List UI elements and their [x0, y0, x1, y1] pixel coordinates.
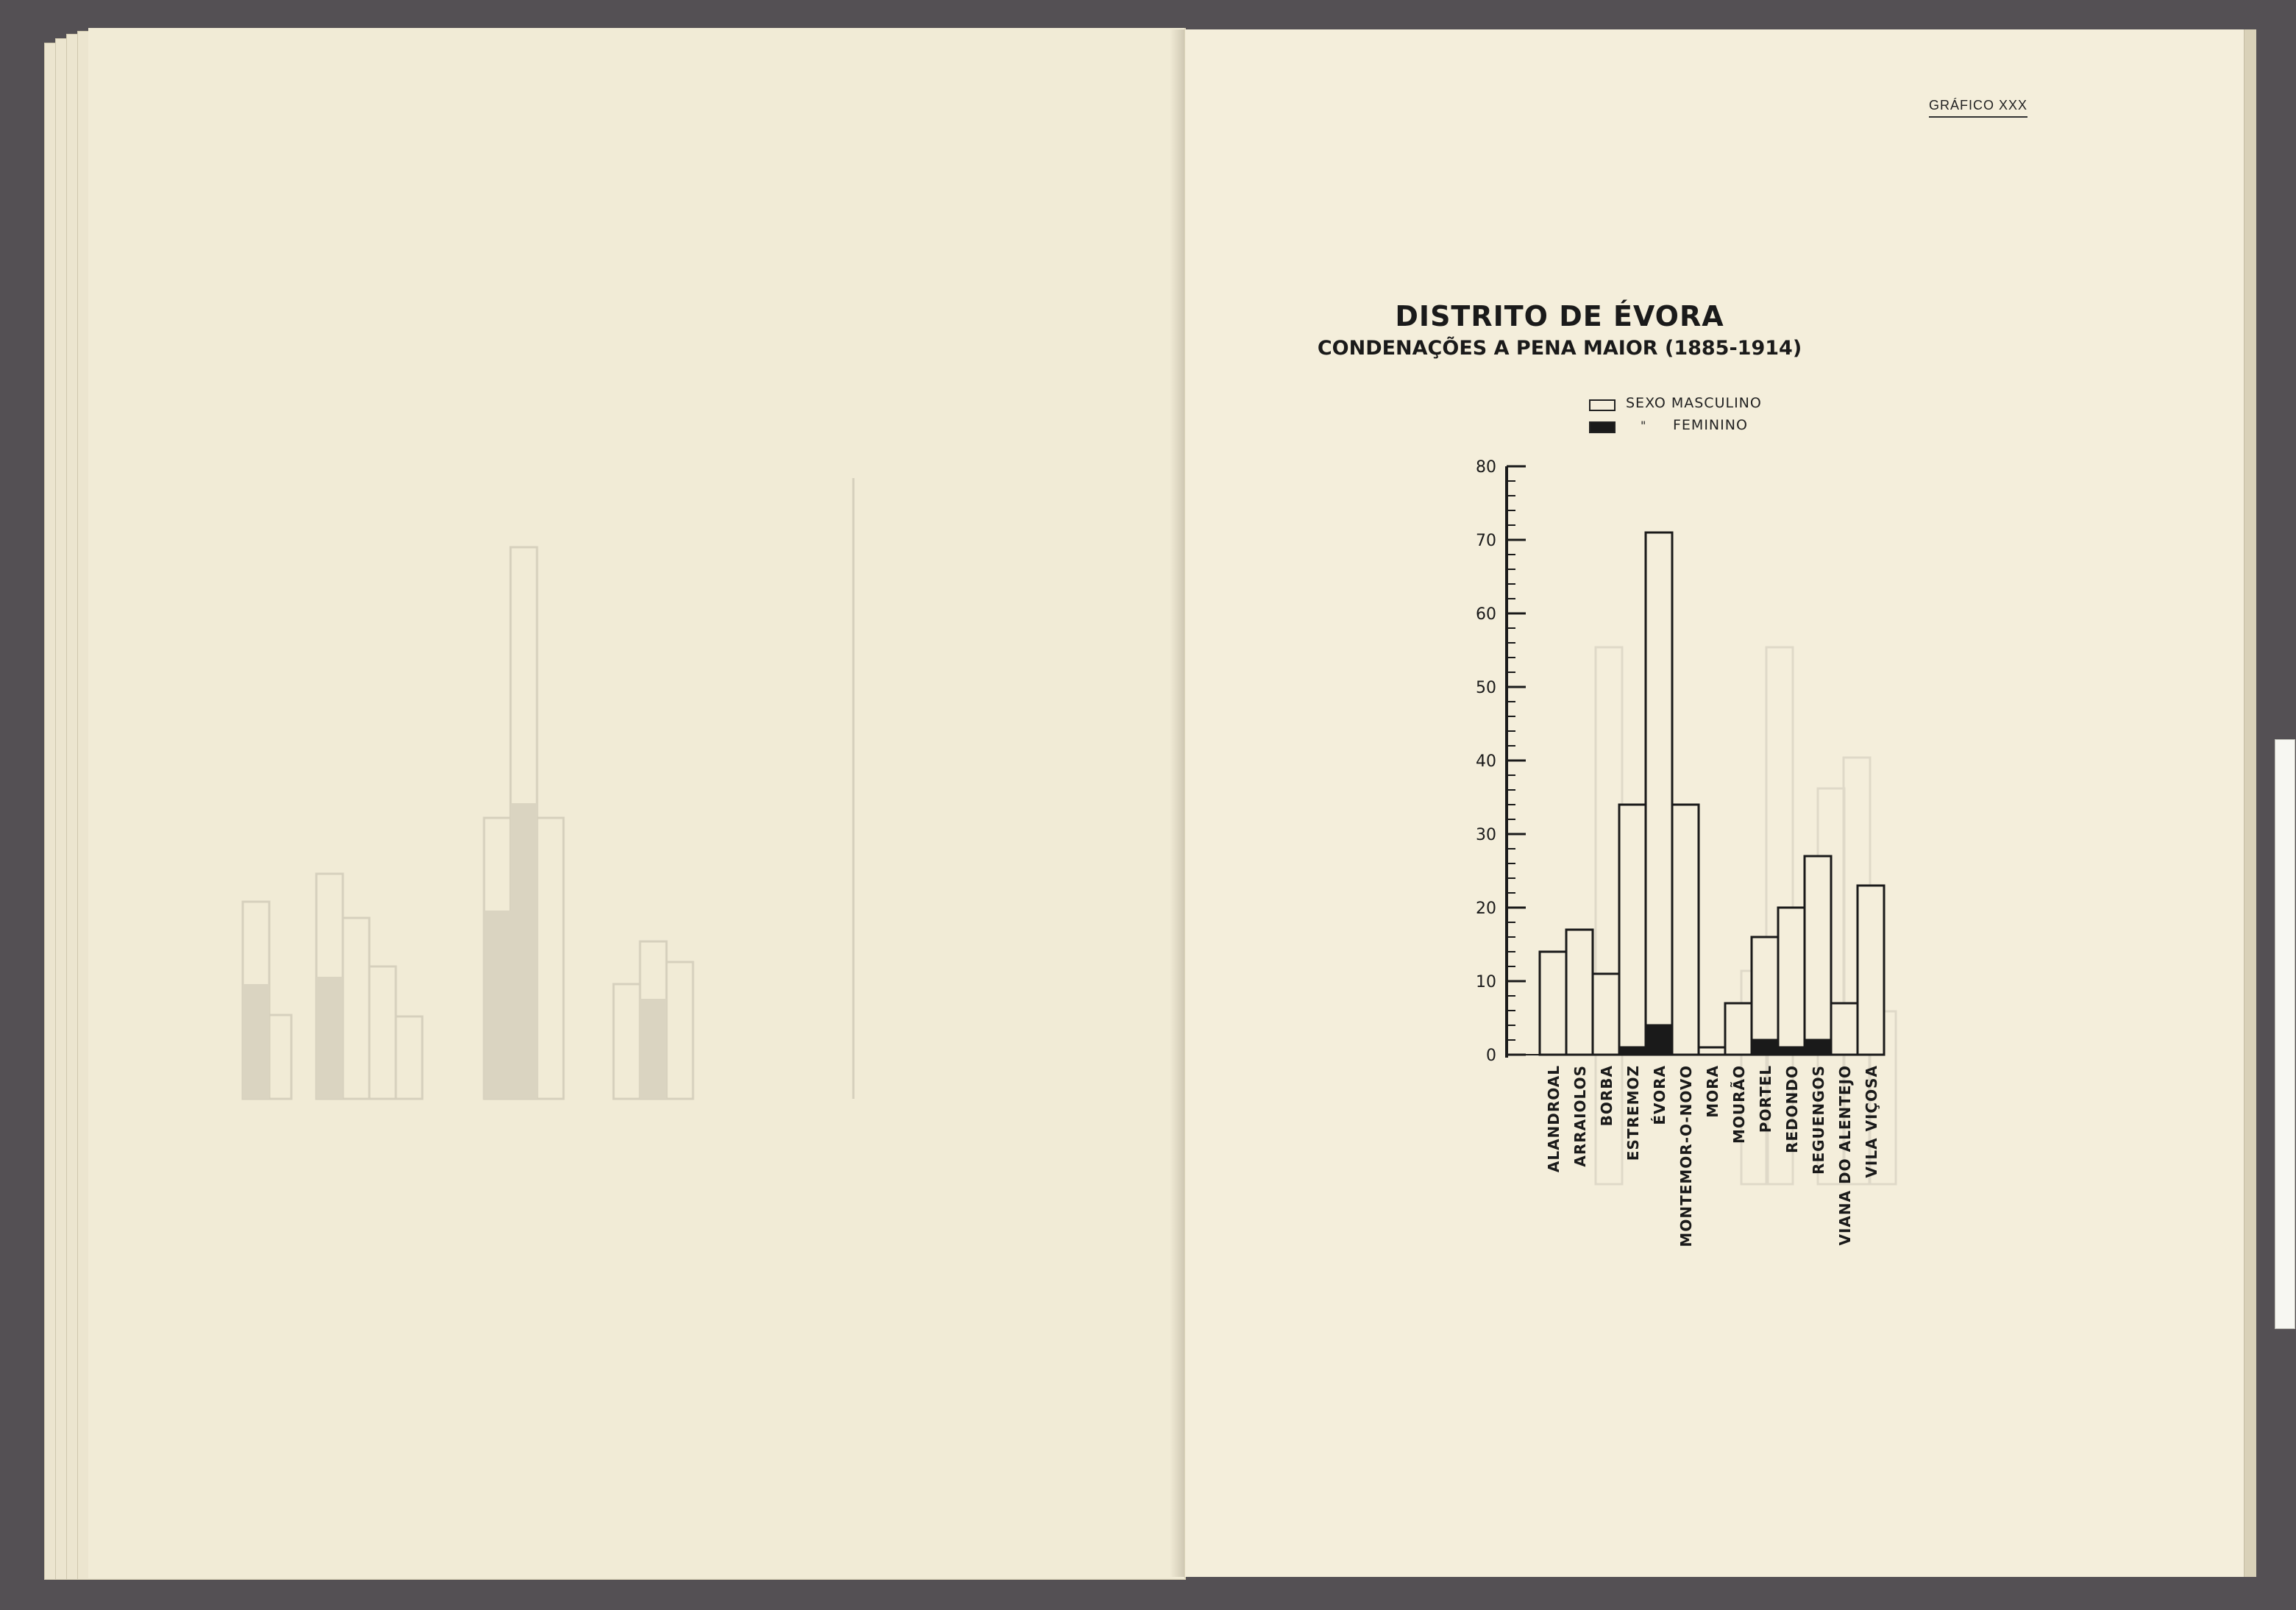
category-label: ESTREMOZ	[1624, 1065, 1642, 1161]
y-tick-label: 50	[1476, 679, 1496, 697]
bar-masculine	[1672, 805, 1699, 1055]
bar-masculine	[1646, 532, 1672, 1025]
category-label: VILA VIÇOSA	[1863, 1065, 1880, 1178]
bar-masculine	[1566, 930, 1593, 1055]
y-tick-label: 20	[1476, 900, 1496, 918]
bar-masculine	[1725, 1003, 1752, 1055]
bar-masculine	[1699, 1047, 1725, 1055]
bar-feminine	[1752, 1040, 1778, 1055]
category-label: VIANA DO ALENTEJO	[1836, 1065, 1854, 1246]
chart-subtitle: CONDENAÇÕES A PENA MAIOR (1885-1914)	[1317, 337, 1802, 360]
bar-masculine	[1858, 886, 1884, 1055]
category-label: ARRAIOLOS	[1571, 1065, 1589, 1167]
figure-number: GRÁFICO XXX	[1929, 98, 2027, 118]
y-tick-label: 0	[1486, 1047, 1496, 1065]
category-label: PORTEL	[1757, 1065, 1774, 1133]
y-tick-label: 10	[1476, 973, 1496, 991]
category-label: MOURÃO	[1730, 1065, 1748, 1144]
y-tick-label: 80	[1476, 458, 1496, 477]
category-label: ÉVORA	[1651, 1065, 1668, 1125]
bar-feminine	[1805, 1040, 1831, 1055]
bar-masculine	[1778, 908, 1805, 1047]
legend-label-feminine: FEMININO	[1673, 417, 1748, 433]
bar-masculine	[1805, 856, 1831, 1040]
category-label: ALANDROAL	[1545, 1065, 1563, 1173]
category-label: MONTEMOR-O-NOVO	[1677, 1065, 1695, 1247]
y-tick-label: 70	[1476, 532, 1496, 550]
legend-label-masculine: SEXO MASCULINO	[1626, 395, 1762, 411]
bar-feminine	[1646, 1025, 1672, 1055]
bar-masculine	[1752, 937, 1778, 1040]
category-label: BORBA	[1598, 1065, 1616, 1127]
category-label: REGUENGOS	[1810, 1065, 1827, 1175]
bar-masculine	[1619, 805, 1646, 1047]
category-label: REDONDO	[1783, 1065, 1801, 1154]
bar-masculine	[1540, 952, 1566, 1055]
y-tick-label: 60	[1476, 605, 1496, 624]
bar-feminine	[1619, 1047, 1646, 1055]
y-tick-label: 30	[1476, 826, 1496, 844]
y-tick-label: 40	[1476, 752, 1496, 771]
chart-title: DISTRITO DE ÉVORA	[1395, 300, 1724, 332]
bar-feminine	[1778, 1047, 1805, 1055]
category-label: MORA	[1704, 1065, 1721, 1118]
bar-masculine	[1593, 974, 1619, 1055]
legend-ditto-mark: "	[1641, 418, 1646, 432]
bar-masculine	[1831, 1003, 1858, 1055]
